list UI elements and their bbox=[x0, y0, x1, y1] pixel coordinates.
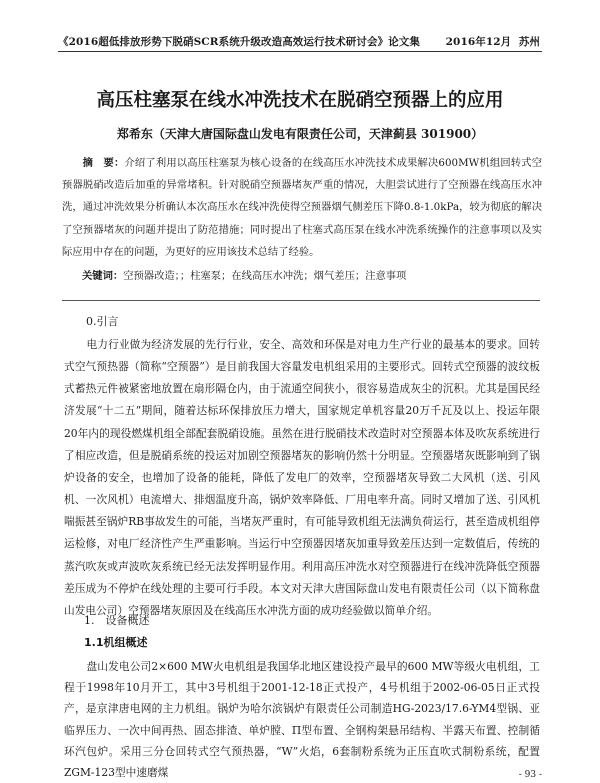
abstract-label: 摘 要： bbox=[82, 157, 125, 169]
publication-date-location bbox=[446, 34, 540, 49]
running-head bbox=[58, 34, 540, 49]
section-0-paragraph: 电力行业做为经济发展的先行行业，安全、高效和环保是对电力生产行业的最基本的要求。回转式空气预热器（简称“空预器”）是目前我国大容量发电机组采用的主要形式。回转式空预器的波纹板式蓄热元件被紧密地放置在扇形隔仓内，由于流通空间狭小，很容易造成灰尘的沉积。尤其是国民经济发展“十二五”期间，随着达标环保排放压力增大，国家规定单机容量20万千瓦及以上、投运年限20年内的现役燃煤机组全部配套脱硝设施。虽然在进行脱硝技术改造时对空预器本体及吹灰系统进行了相应改造，但是脱硝系统的投运对加剧空预器堵灰的影响仍然十分明显。空预器堵灰既影响到了锅炉设备的安全，也增加了设备的能耗，降低了发电厂的效率，空预器堵灰导致二大风机（送、引风机、一次风机）电流增大、排烟温度升高，锅炉效率降低、厂用电率升高。同时又增加了送、引风机喘振甚至锅炉RB事故发生的可能，当堵灰严重时，有可能导致机组无法满负荷运行，甚至造成机组停运检修，对电厂经济性产生严重影响。当运行中空预器因堵灰加重导致差压达到一定数值后，传统的蒸汽吹灰或声波吹灰系统已经无法发挥明显作用。利用高压冲洗水对空预器进行在线冲洗降低空预器差压成为不停炉在线处理的主要可行手段。本文对天津大唐国际盘山发电有限责任公司（以下简称盘山发电公司）空预器堵灰原因及在线高压水冲洗方面的成功经验做以简单介绍。 bbox=[64, 338, 540, 617]
publication-location: 苏州 bbox=[518, 36, 540, 48]
page-number: - 93 - bbox=[518, 770, 542, 780]
section-1-1-heading: 1.1机组概述 bbox=[84, 636, 148, 649]
keywords-text: 空预器改造；；柱塞泵；在线高压水冲洗；烟气差压；注意事项 bbox=[123, 270, 407, 282]
keywords-label: 关键词： bbox=[82, 270, 124, 282]
abstract-text: 介绍了利用以高压柱塞泵为核心设备的在线高压水冲洗技术成果解决600MW机组回转式空预器脱硝改造后加重的异常堵积。针对脱硝空预器堵灰严重的情况，大胆尝试进行了空预器在线高压水冲洗，通过冲洗效果分析确认本次高压水在线冲洗使得空预器烟气侧差压下降0.8-1.0kPa，较为彻底的解决了空预器堵灰的问题并提出了防范措施；同时提出了柱塞式高压泵在线水冲洗系统操作的注意事项以及实际应用中存在的问题，为更好的应用该技术总结了经验。 bbox=[62, 157, 543, 258]
proceedings-title: 《2016超低排放形势下脱硝SCR系统升级改造高效运行技术研讨会》论文集 bbox=[58, 36, 420, 48]
section-divider bbox=[62, 300, 540, 301]
section-1-1-paragraph: 盘山发电公司2×600 MW火电机组是我国华北地区建设投产最早的600 MW等级火电机组，工程于1998年10月开工，其中3号机组于2001-12-18正式投产，4号机组于2002-06-05日正式投产，是京津唐电网的主力机组。锅炉为哈尔滨锅炉有限责任公司制造HG-2023/17.6-YM4型锅、亚临界压力、一次中间再热、固态排渣、单炉膛、Π型布置、全钢构架悬吊结构、半露天布置、控制循环汽包炉。采用三分仓回转式空气预热器，“W”火焰，6套制粉系统为正压直吹式制粉系统，配置ZGM-123型中速磨煤 bbox=[64, 660, 540, 780]
header-rule bbox=[58, 51, 542, 52]
section-0-heading: 0.引言 bbox=[86, 315, 119, 328]
article-title: 高压柱塞泵在线水冲洗技术在脱硝空预器上的应用 bbox=[96, 90, 504, 111]
abstract bbox=[62, 152, 542, 263]
keywords bbox=[82, 266, 552, 286]
publication-date: 2016年12月 bbox=[445, 36, 512, 48]
author-affiliation: 郑希东（天津大唐国际盘山发电有限责任公司，天津蓟县 301900） bbox=[116, 127, 484, 141]
section-1-heading: 1. 设备概述 bbox=[84, 614, 150, 627]
